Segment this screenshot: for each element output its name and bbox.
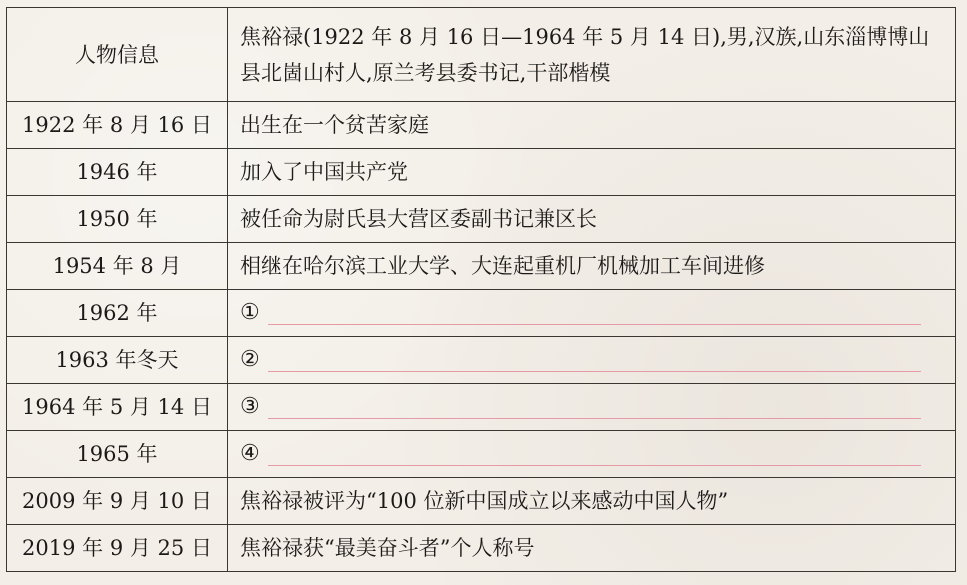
blank-number: ③ [240, 394, 260, 419]
person-info-label: 人物信息 [7, 8, 228, 102]
row-event: 相继在哈尔滨工业大学、大连起重机厂机械加工车间进修 [228, 243, 956, 290]
person-info-text: 焦裕禄(1922 年 8 月 16 日—1964 年 5 月 14 日),男,汉族,山东淄博博山县北崮山村人,原兰考县委书记,干部楷模 [228, 8, 956, 102]
row-date: 1964 年 5 月 14 日 [7, 384, 228, 431]
row-date: 2009 年 9 月 10 日 [7, 478, 228, 525]
blank-number: ② [240, 347, 260, 372]
blank-number: ④ [240, 441, 260, 466]
table-row [7, 243, 956, 290]
row-date: 2019 年 9 月 25 日 [7, 525, 228, 572]
row-date: 1962 年 [7, 290, 228, 337]
answer-line[interactable] [268, 351, 921, 372]
table-row [7, 102, 956, 149]
blank-cell [228, 431, 956, 478]
row-event: 加入了中国共产党 [228, 149, 956, 196]
table-row [7, 196, 956, 243]
person-info-row [7, 8, 956, 102]
table-row [7, 384, 956, 431]
row-date: 1965 年 [7, 431, 228, 478]
table-row [7, 478, 956, 525]
table-row [7, 337, 956, 384]
timeline-table [6, 7, 956, 572]
blank-cell [228, 337, 956, 384]
row-event: 焦裕禄被评为“100 位新中国成立以来感动中国人物” [228, 478, 956, 525]
table-row [7, 290, 956, 337]
row-date: 1963 年冬天 [7, 337, 228, 384]
row-event: 被任命为尉氏县大营区委副书记兼区长 [228, 196, 956, 243]
answer-line[interactable] [268, 398, 921, 419]
row-date: 1946 年 [7, 149, 228, 196]
row-event: 焦裕禄获“最美奋斗者”个人称号 [228, 525, 956, 572]
row-event: 出生在一个贫苦家庭 [228, 102, 956, 149]
answer-line[interactable] [268, 445, 921, 466]
blank-number: ① [240, 300, 260, 325]
blank-cell [228, 290, 956, 337]
blank-cell [228, 384, 956, 431]
table-row [7, 525, 956, 572]
row-date: 1950 年 [7, 196, 228, 243]
table-row [7, 431, 956, 478]
row-date: 1922 年 8 月 16 日 [7, 102, 228, 149]
table-row [7, 149, 956, 196]
answer-line[interactable] [268, 304, 921, 325]
row-date: 1954 年 8 月 [7, 243, 228, 290]
